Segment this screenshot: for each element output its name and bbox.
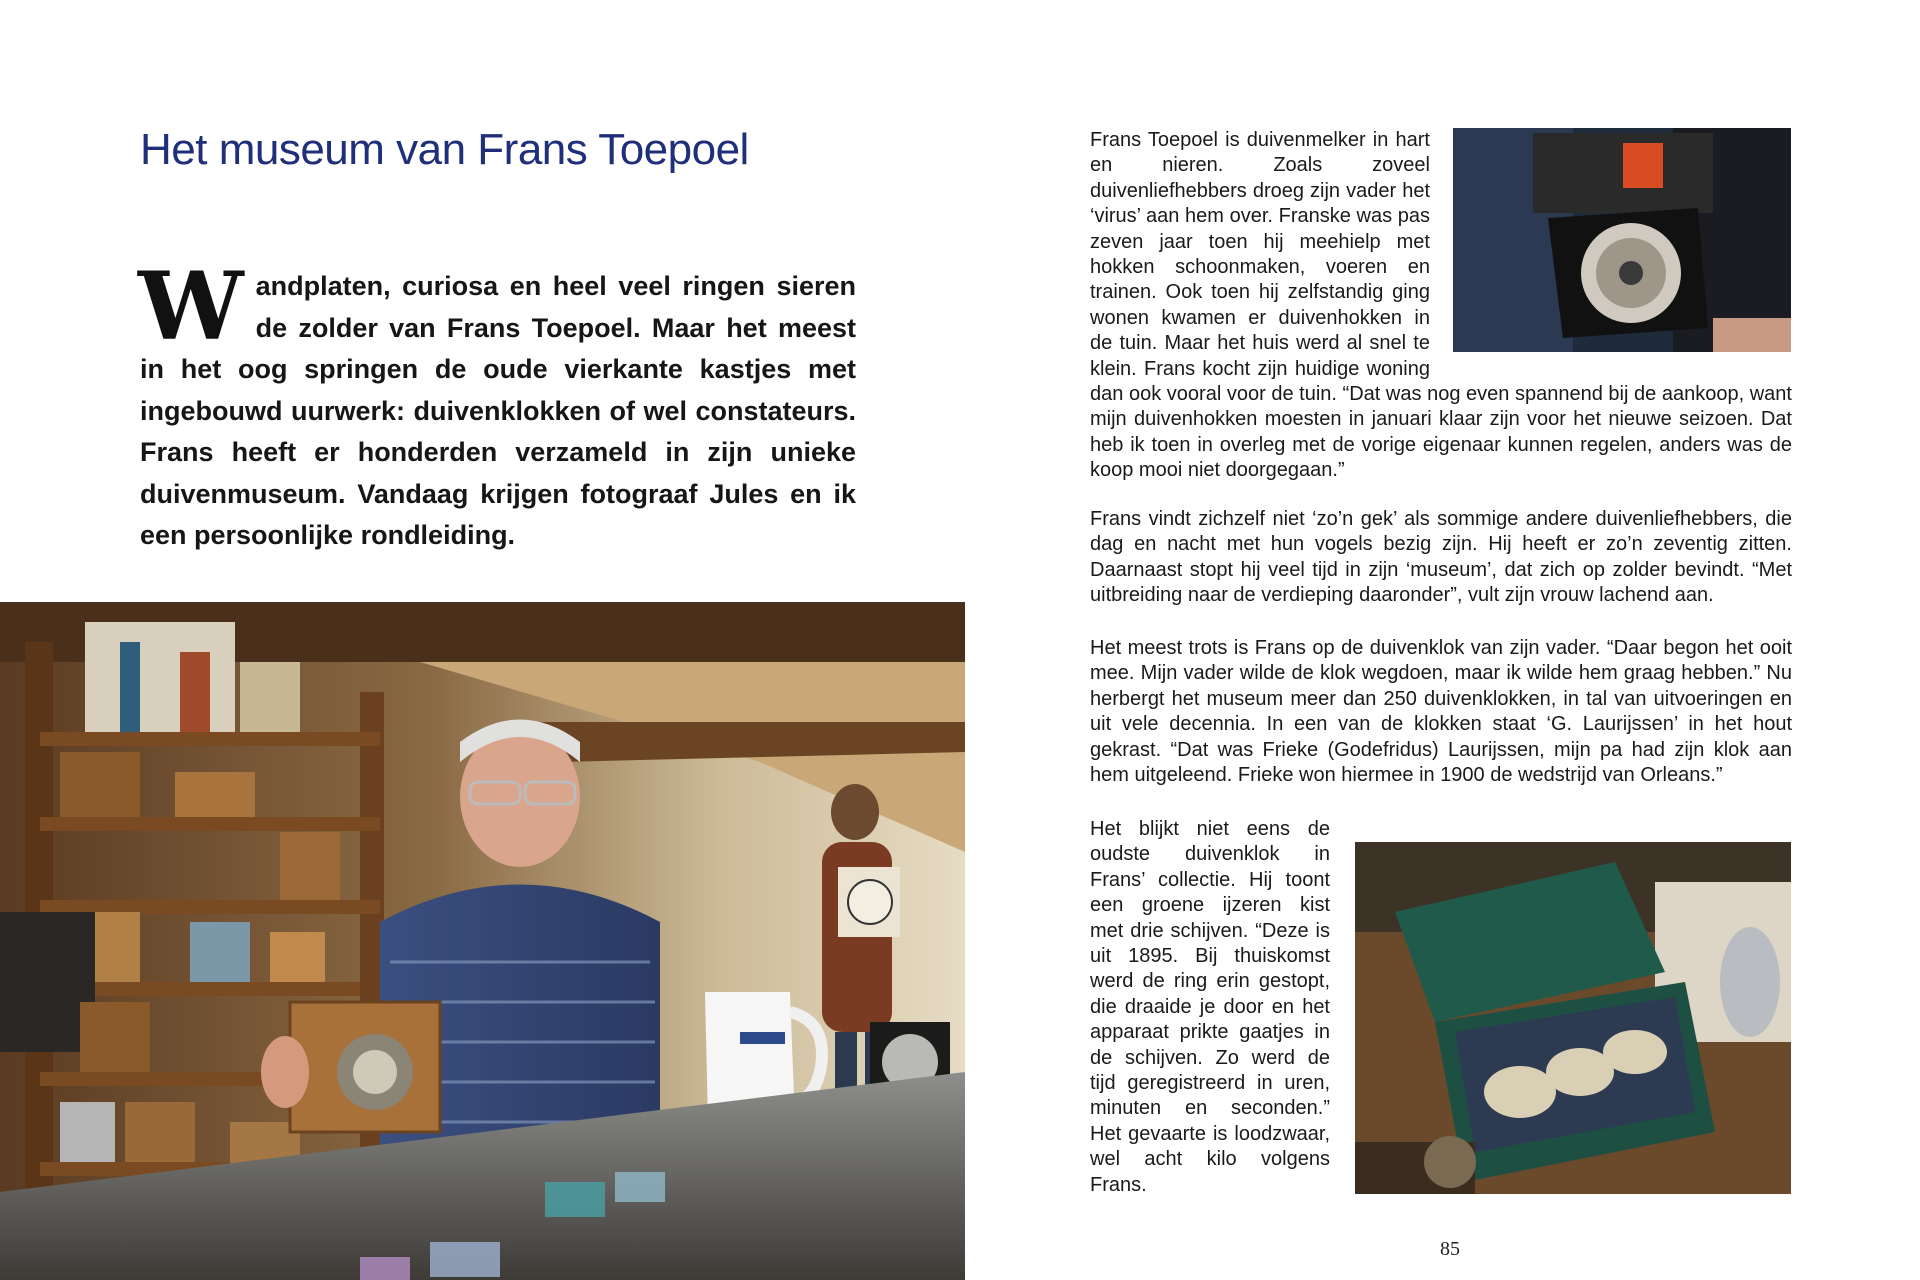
drop-cap: W [138, 252, 244, 362]
paragraph-4: Het blijkt niet eens de oudste duivenklok in Frans’ collectie. Hij toont een groene ijzeren kist met drie schijven. “Deze is uit 1895. Bij thuiskomst werd de ring erin gestopt, die draaide je door en het apparaat prikte gaatjes in de schijven. Zo werd de tijd geregistreerd in uren, minuten en seconden.” Het gevaarte is loodzwaar, wel acht kilo volgens Frans. [1090, 818, 1330, 1196]
page-number: 85 [1440, 1238, 1460, 1260]
intro-text: andplaten, curiosa en heel veel ringen sieren de zolder van Frans Toepoel. Maar het meest in het oog springen de oude vierkante kastjes met ingebouwd uurwerk: duivenklokken of wel constateurs. Frans heeft er honderden verzameld in zijn unieke duivenmuseum. Vandaag krijgen fotograaf Jules en ik een persoonlijke rondleiding. [140, 271, 856, 550]
photo-green-iron-chest [1355, 842, 1791, 1194]
paragraph-2: Frans vindt zichzelf niet ‘zo’n gek’ als sommige andere duivenliefhebbers, die dag en nacht met hun vogels bezig zijn. Hij heeft er zo’n zeventig zitten. Daarnaast stopt hij veel tijd in zijn ‘museum’, dat zich op zolder bevindt. “Met uitbreiding naar de verdieping daaronder”, vult zijn vrouw lachend aan. [1090, 508, 1792, 607]
paragraph-1: Frans Toepoel is duivenmelker in hart en nieren. Zoals zoveel duivenliefhebbers droeg zijn vader het ‘virus’ aan hem over. Franske was pas zeven jaar toen hij meehielp met hokken schoonmaken, voeren en trainen. Ook toen hij zelfstandig ging wonen kwamen er duivenhokken in de tuin. Maar het huis werd al snel te klein. Frans kocht zijn huidige woning dan ook vooral voor de tuin. “Dat was nog even spannend bij de aankoop, want mijn duivenhokken moesten in januari klaar zijn voor het nieuwe seizoen. Dat heb ik toen in overleg met de vorige eigenaar kunnen regelen, anders was de koop mooi niet doorgegaan.” [1090, 129, 1792, 482]
photo-frans-in-museum [0, 602, 965, 1280]
paragraph-3: Het meest trots is Frans op de duivenklok van zijn vader. “Daar begon het ooit mee. Mijn vader wilde de klok wegdoen, maar ik wilde hem graag hebben.” Nu herbergt het museum meer dan 250 duivenklokken, in tal van uitvoeringen en uit vele decennia. In een van de klokken staat ‘G. Laurijssen’ in het hout gekrast. “Dat was Frieke (Godefridus) Laurijssen, mijn pa had zijn klok aan hem uitgeleend. Frieke won hiermee in 1900 de wedstrijd van Orleans.” [1090, 637, 1792, 787]
article-title: Het museum van Frans Toepoel [140, 125, 749, 174]
intro-paragraph [138, 252, 856, 557]
